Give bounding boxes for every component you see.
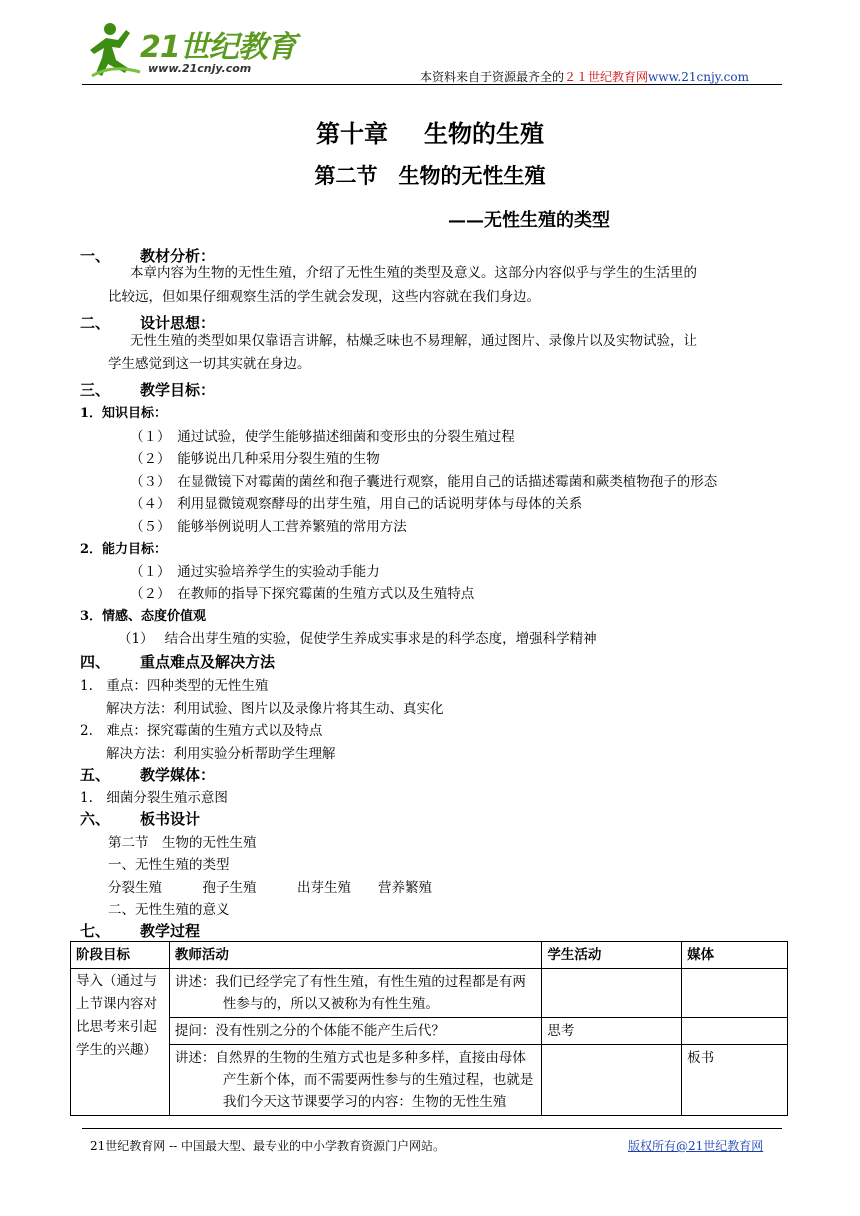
section-3-heading: 三、 教学目标： <box>80 381 216 399</box>
section-1-line-2: 比较远，但如果仔细观察生活的学生就会发现，这些内容就在我们身边。 <box>108 289 540 305</box>
section-1-heading: 一、 教材分析： <box>80 247 216 265</box>
header-divider <box>82 84 782 85</box>
column-header: 教师活动 <box>169 942 541 969</box>
runner-logo-icon <box>82 20 144 82</box>
section-7-heading: 七、 教学过程 <box>80 922 201 940</box>
ability-goal: （２） 在教师的指导下探究霉菌的生殖方式以及生殖特点 <box>130 586 475 602</box>
student-activity-cell <box>542 969 682 1018</box>
media-cell <box>682 969 788 1018</box>
teacher-activity-cell: 提问：没有性别之分的个体能不能产生后代？ <box>169 1018 541 1045</box>
column-header: 媒体 <box>682 942 788 969</box>
key-point-solution: 解决方法：利用试验、图片以及录像片将其生动、真实化 <box>106 701 444 717</box>
stage-cell: 导入（通过与上节课内容对比思考来引起学生的兴趣） <box>71 969 170 1116</box>
logo-url: www.21cnjy.com <box>148 62 252 75</box>
ability-goal: （１） 通过实验培养学生的实验动手能力 <box>130 564 380 580</box>
teaching-process-table <box>70 941 788 1116</box>
teacher-activity-cell: 讲述：自然界的生物的生殖方式也是多种多样，直接由母体产生新个体，而不需要两性参与的生殖过程，也就是我们今天这节课要学习的内容：生物的无性生殖 <box>169 1045 541 1116</box>
table-row <box>71 969 788 1018</box>
knowledge-goal: （１） 通过试验，使学生能够描述细菌和变形虫的分裂生殖过程 <box>130 429 515 445</box>
logo-text: 21世纪教育 <box>140 30 296 65</box>
knowledge-goal: （２） 能够说出几种采用分裂生殖的生物 <box>130 451 380 467</box>
teacher-activity-cell: 讲述：我们已经学完了有性生殖，有性生殖的过程都是有两性参与的，所以又被称为有性生殖。 <box>169 969 541 1018</box>
header-note: 本资料来自于资源最齐全的２１世纪教育网www.21cnjy.com <box>420 70 749 84</box>
media-cell <box>682 1018 788 1045</box>
attitude-goal: （1） 结合出芽生殖的实验，促使学生养成实事求是的科学态度，增强科学精神 <box>118 631 597 647</box>
column-header: 学生活动 <box>542 942 682 969</box>
student-activity-cell: 思考 <box>542 1018 682 1045</box>
chapter-title: 第十章 生物的生殖 <box>316 119 544 148</box>
difficulty: 2. 难点：探究霉菌的生殖方式以及特点 <box>80 723 323 739</box>
key-point: 1. 重点：四种类型的无性生殖 <box>80 678 269 694</box>
media-cell: 板书 <box>682 1045 788 1116</box>
section-4-heading: 四、 重点难点及解决方法 <box>80 653 276 671</box>
section-title: 第二节 生物的无性生殖 <box>314 163 546 188</box>
board-line: 一、无性生殖的类型 <box>108 857 230 873</box>
knowledge-goals-title: 1．知识目标： <box>80 406 168 421</box>
column-header: 阶段目标 <box>71 942 170 969</box>
difficulty-solution: 解决方法：利用实验分析帮助学生理解 <box>106 746 336 762</box>
header-link[interactable]: www.21cnjy.com <box>648 70 749 84</box>
footer-divider <box>82 1128 782 1129</box>
board-line: 第二节 生物的无性生殖 <box>108 835 257 851</box>
subtitle: ——无性生殖的类型 <box>448 210 610 231</box>
knowledge-goal: （４） 利用显微镜观察酵母的出芽生殖，用自己的话说明芽体与母体的关系 <box>130 496 583 512</box>
section-1-line-1: 本章内容为生物的无性生殖，介绍了无性生殖的类型及意义。这部分内容似乎与学生的生活里的 <box>130 265 697 281</box>
knowledge-goal: （５） 能够举例说明人工营养繁殖的常用方法 <box>130 519 407 535</box>
media-item: 1. 细菌分裂生殖示意图 <box>80 790 228 806</box>
footer-text: 21世纪教育网 -- 中国最大型、最专业的中小学教育资源门户网站。 <box>90 1139 446 1153</box>
student-activity-cell <box>542 1045 682 1116</box>
board-line: 二、无性生殖的意义 <box>108 902 230 918</box>
attitude-goals-title: 3．情感、态度价值观 <box>80 609 207 624</box>
table-row <box>71 1045 788 1116</box>
board-line: 分裂生殖 孢子生殖 出芽生殖 营养繁殖 <box>108 880 432 896</box>
section-2-line-2: 学生感觉到这一切其实就在身边。 <box>108 356 311 372</box>
knowledge-goal: （３） 在显微镜下对霉菌的菌丝和孢子囊进行观察，能用自己的话描述霉菌和蕨类植物孢子的形态 <box>130 474 718 490</box>
ability-goals-title: 2．能力目标： <box>80 542 168 557</box>
section-6-heading: 六、 板书设计 <box>80 810 201 828</box>
table-row <box>71 1018 788 1045</box>
table-header-row <box>71 942 788 969</box>
section-5-heading: 五、 教学媒体： <box>80 766 216 784</box>
section-2-line-1: 无性生殖的类型如果仅靠语言讲解，枯燥乏味也不易理解，通过图片、录像片以及实物试验，让 <box>130 333 697 349</box>
footer-copyright-link[interactable]: 版权所有@21世纪教育网 <box>628 1139 764 1153</box>
header-site-name: ２１世纪教育网 <box>564 70 649 84</box>
section-2-heading: 二、 设计思想： <box>80 314 216 332</box>
